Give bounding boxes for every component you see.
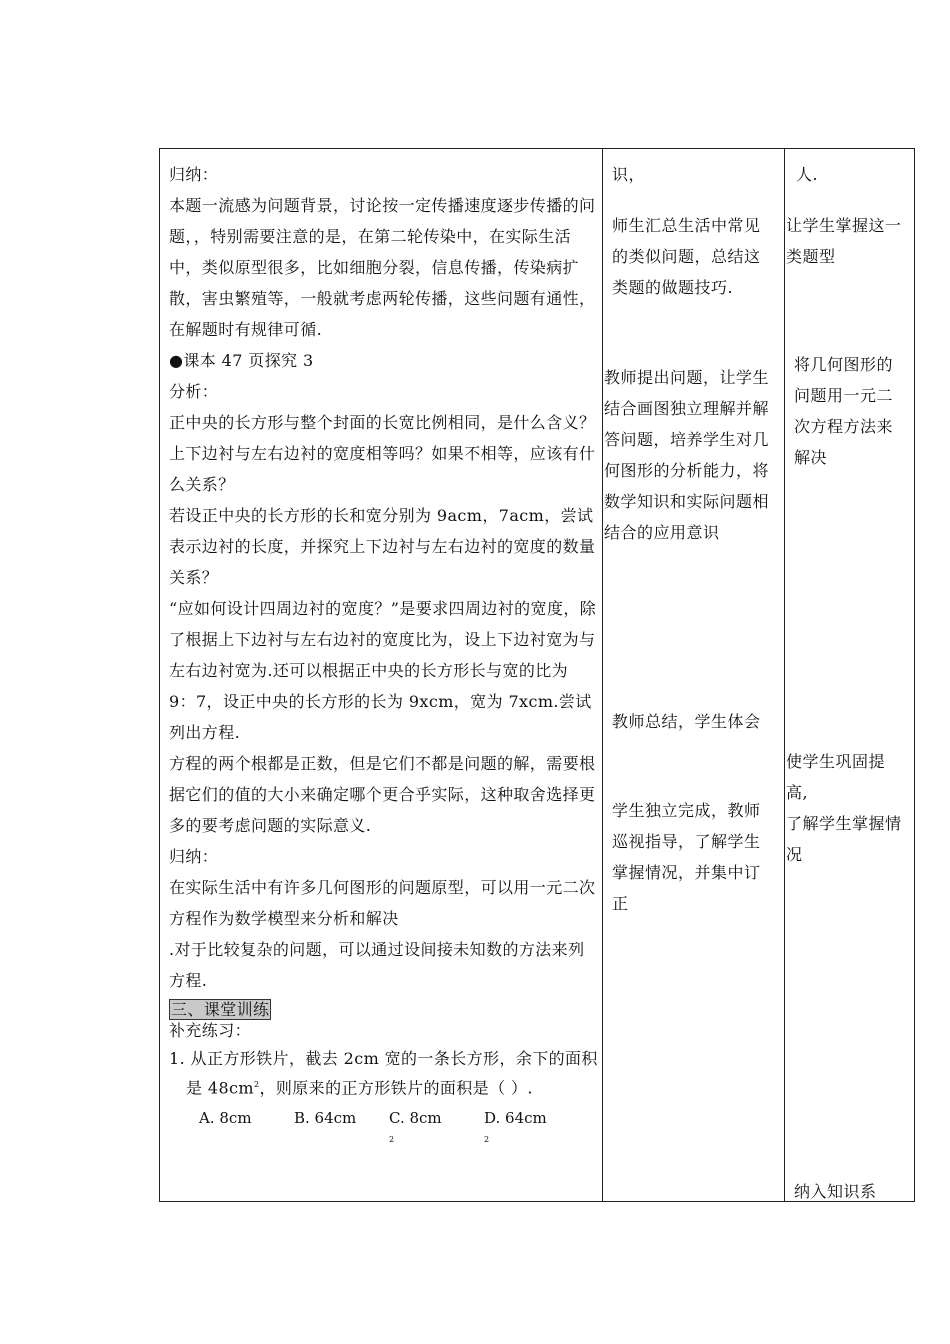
supplement-label: 补充练习： [169,1021,252,1040]
question-3: 若设正中央的长方形的长和宽分别为 9acm，7acm，尝试表示边衬的长度，并探究上下边衬与左右边衬的宽度的数量关系？ [169,506,596,587]
intent-text: 了解学生掌握情 [786,814,902,833]
option-b: B. 64cm [294,1109,357,1128]
intent-text: 况 [786,845,803,864]
summary-text: 在实际生活中有许多几何图形的问题原型，可以用一元二次方程作为数学模型来分析和解决 [169,878,596,928]
summary-text: 本题一流感为问题背景，讨论按一定传播速度逐步传播的问题，，特别需要注意的是，在第二轮传染中，在实际生活中，类似原型很多，比如细胞分裂，信息传播，传染病扩散，害虫繁殖等，一般就考虑两轮传播，这些问题有通性，在解题时有规律可循. [169,196,596,339]
activity-text: 答问题，培养学生对几 [604,430,770,449]
intent-text: 问题用一元二 [794,386,894,405]
activity-text: 巡视指导，了解学生 [612,832,761,851]
intent-text: 将几何图形的 [794,355,894,374]
summary-label: 归纳： [169,165,219,184]
activity-text: 类题的做题技巧. [612,278,734,297]
option-c: C. $8cm^2$ [389,1109,442,1145]
analysis-label: 分析： [169,382,219,401]
activity-text: 识， [612,165,646,184]
lesson-plan-table [159,148,915,1202]
activity-text: 数学知识和实际问题相 [604,492,770,511]
intent-text: 人. [796,165,819,184]
activity-text: 教师提出问题，让学生 [604,368,770,387]
activity-text: 教师总结，学生体会 [612,712,761,731]
activity-text: 的类似问题，总结这 [612,247,761,266]
activity-text: 掌握情况，并集中订 [612,863,761,882]
question-5: 方程的两个根都是正数，但是它们不都是问题的解，需要根据它们的值的大小来确定哪个更合乎实际，这种取舍选择更多的要考虑问题的实际意义. [169,754,596,835]
section-title: 三、课堂训练 [171,1000,270,1019]
intent-text: 次方程方法来 [794,417,894,436]
activity-text: 师生汇总生活中常见 [612,216,761,235]
activity-text: 结合的应用意识 [604,523,720,542]
activity-text: 何图形的分析能力，将 [604,461,770,480]
intent-text: 纳入知识系 [794,1182,877,1201]
activity-text: 结合画图独立理解并解 [604,399,770,418]
question-1: 正中央的长方形与整个封面的长宽比例相同，是什么含义？ [169,413,596,432]
activity-text: 正 [612,894,629,913]
explore-title: ●课本 47 页探究 3 [169,351,314,370]
column-divider [784,149,785,1201]
exercise-section [169,999,599,1154]
option-a: A. 8cm [199,1109,252,1128]
intent-text: 让学生掌握这一 [786,216,902,235]
question-2: 上下边衬与左右边衬的宽度相等吗？如果不相等，应该有什么关系？ [169,444,596,494]
intent-text: 类题型 [786,247,836,266]
summary-label: 归纳： [169,847,219,866]
exercise-1-line-1: 1. 从正方形铁片，截去 2cm 宽的一条长方形，余下的面积 [169,1049,598,1068]
summary-text-continued: .对于比较复杂的问题，可以通过设间接未知数的方法来列方程. [169,940,585,990]
exercise-1-line-2: 是 $48cm^2$，则原来的正方形铁片的面积是（ ）. [186,1078,533,1098]
column-divider [602,149,603,1201]
intent-text: 解决 [794,448,828,467]
question-4: “应如何设计四周边衬的宽度？”是要求四周边衬的宽度，除了根据上下边衬与左右边衬的宽度比为，设上下边衬宽为与左右边衬宽为.还可以根据正中央的长方形长与宽的比为 9：7，设正中央的长方形的长为 9xcm，宽为 7xcm.尝试列出方程. [169,599,597,742]
intent-text: 使学生巩固提 [786,752,886,771]
answer-options [169,1107,599,1154]
activity-text: 学生独立完成，教师 [612,801,761,820]
intent-text: 高, [786,783,809,802]
teaching-content-column [169,159,599,1154]
option-d: D. $64cm^2$ [484,1109,547,1145]
